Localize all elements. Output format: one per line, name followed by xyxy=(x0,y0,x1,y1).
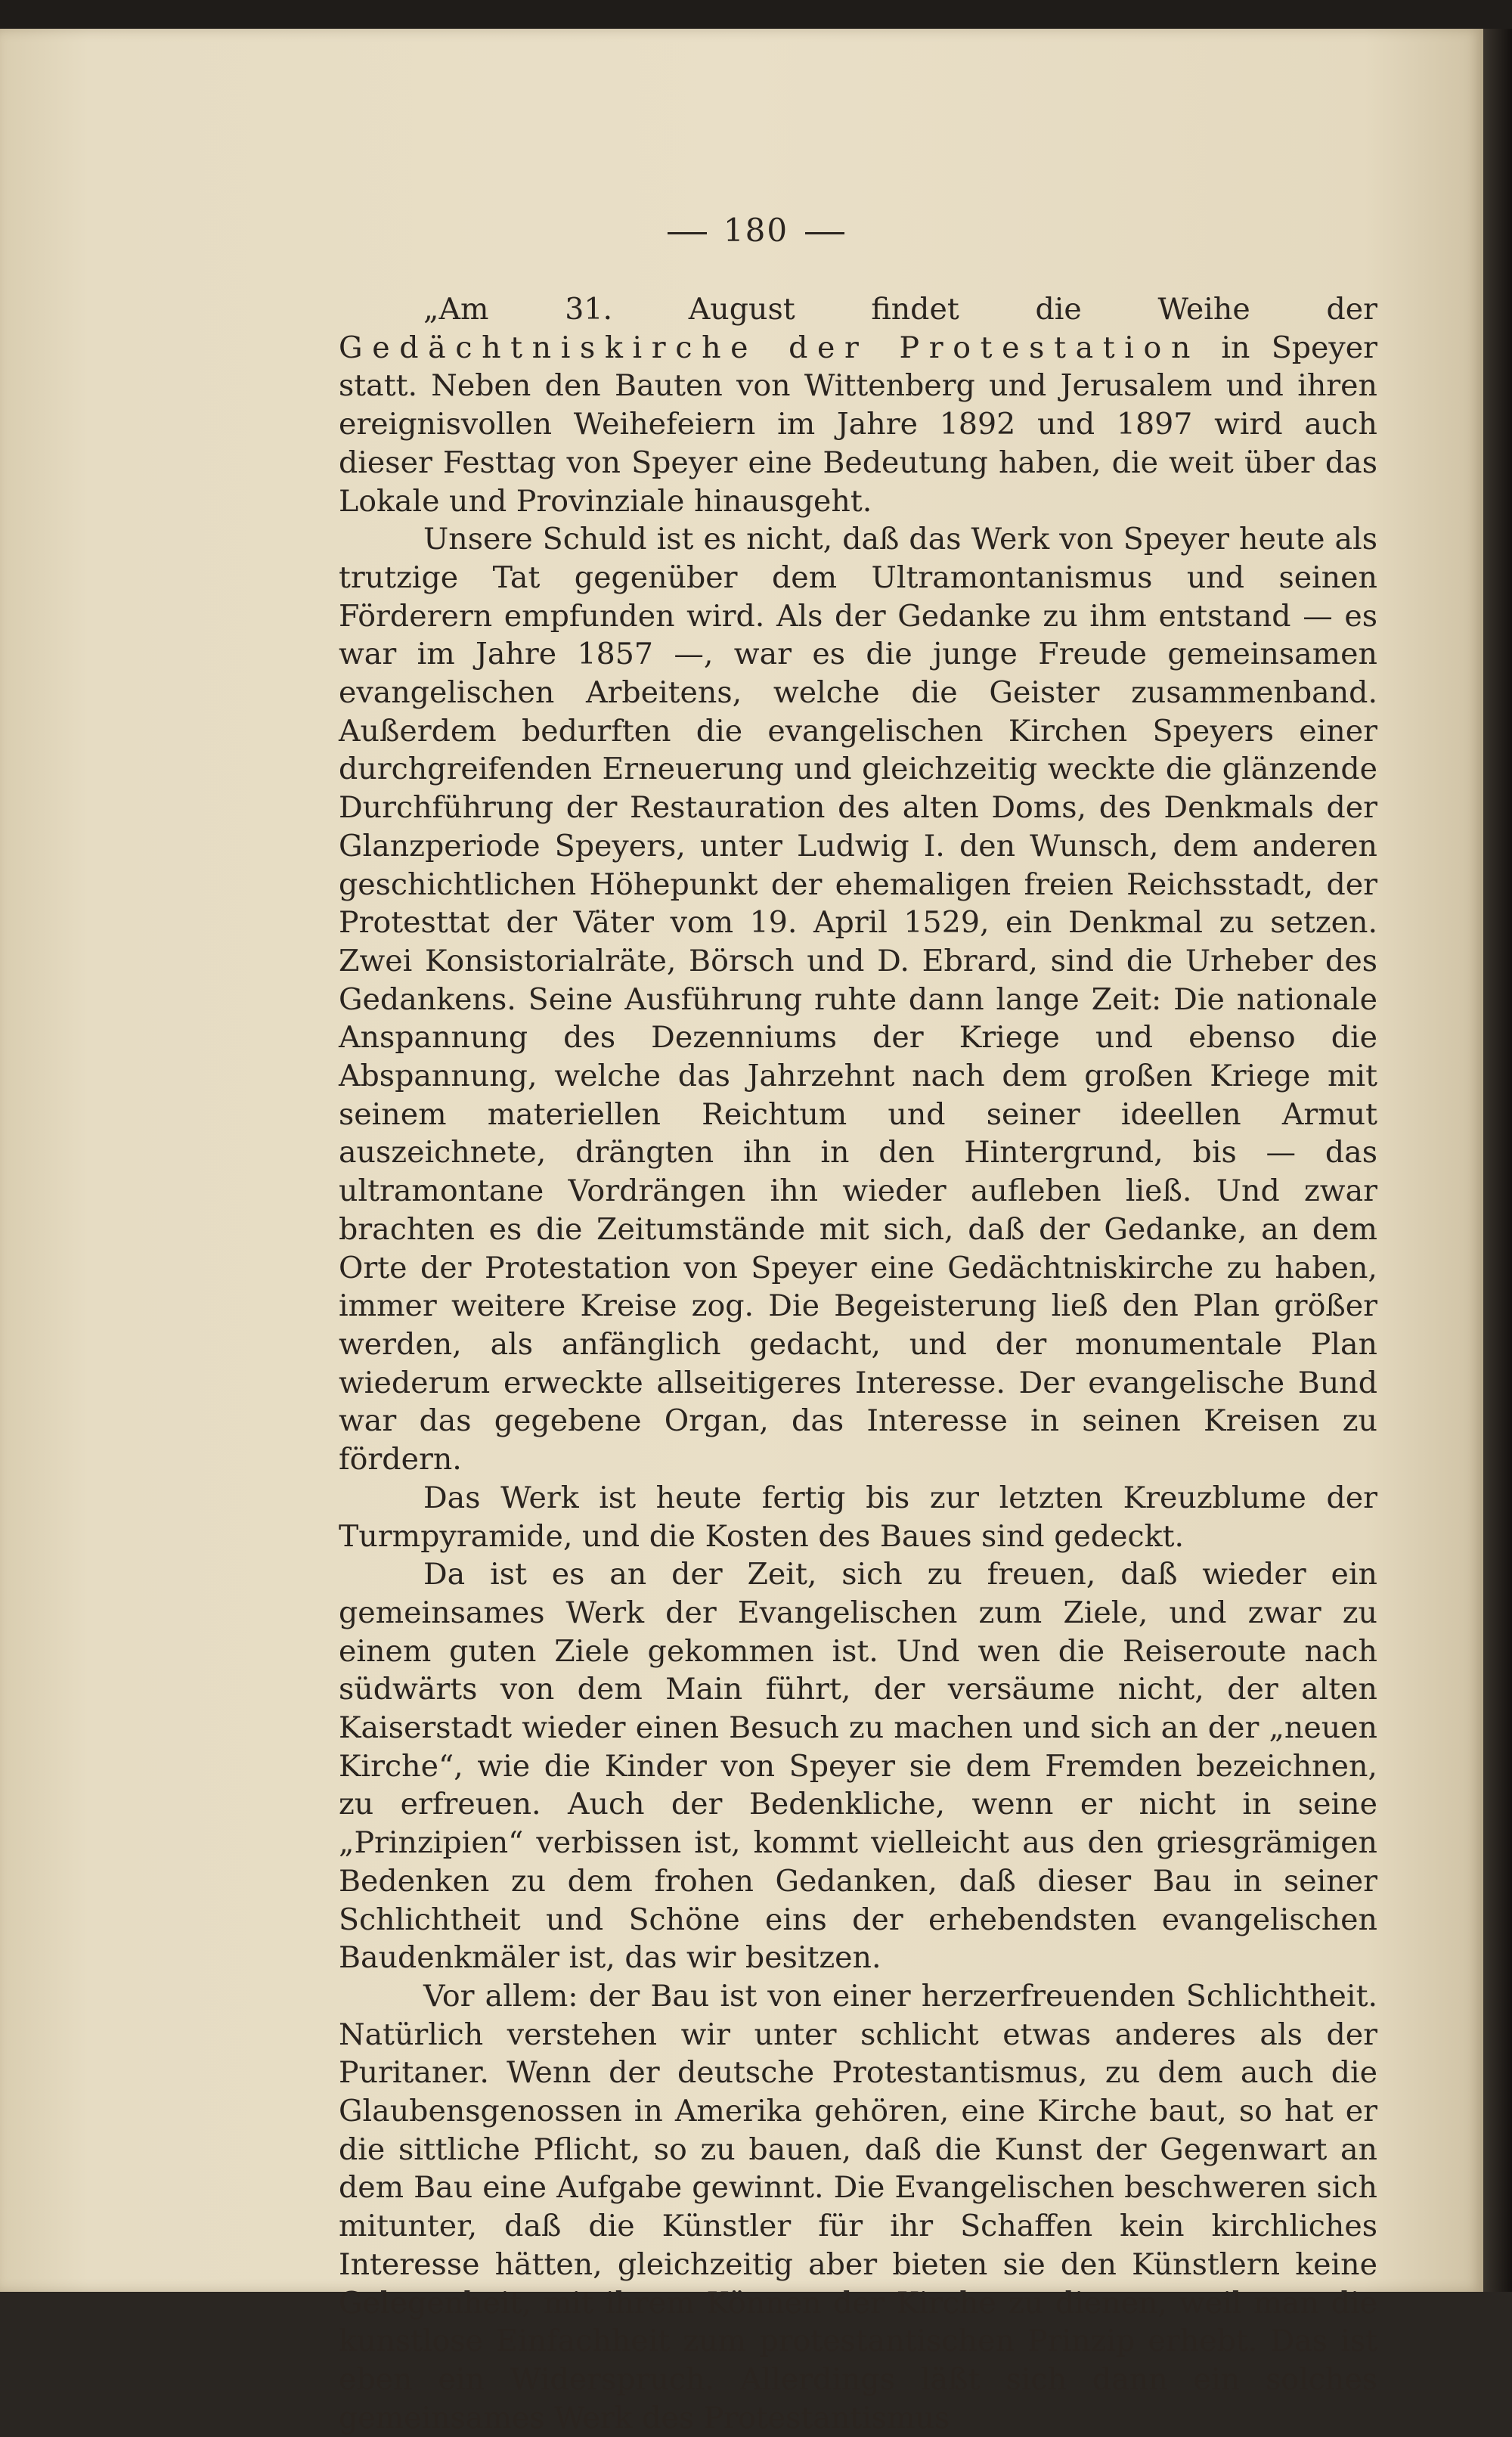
paragraph: Da ist es an der Zeit, sich zu freuen, daß wieder ein gemeinsames Werk der Evangelischen zum Ziele, und zwar zu einem guten Ziele gekommen ist. Und wen die Reiseroute nach südwärts von dem Main führt, der versäume nicht, der alten Kaiserstadt wieder einen Besuch zu machen und sich an der „neuen Kirche“, wie die Kinder von Speyer sie dem Fremden bezeichnen, zu erfreuen. Auch der Bedenkliche, wenn er nicht in seine „Prinzipien“ verbissen ist, kommt vielleicht aus den griesgrämigen Bedenken zu dem frohen Gedanken, daß dieser Bau in seiner Schlichtheit und Schöne eins der erhebendsten evangelischen Baudenkmäler ist, das wir besitzen. xyxy=(339,1557,1377,1976)
page-edge xyxy=(1483,29,1512,2292)
body-text xyxy=(339,290,1377,2437)
paragraph: Das Werk ist heute fertig bis zur letzten Kreuzblume der Turmpyramide, und die Kosten des Baues sind gedeckt. xyxy=(339,1480,1377,1554)
paragraph: Unsere Schuld ist es nicht, daß das Werk von Speyer heute als trutzige Tat gegenüber dem Ultramontanismus und seinen Förderern empfunden wird. Als der Gedanke zu ihm entstand — es war im Jahre 1857 —, war es die junge Freude gemeinsamen evangelischen Arbeitens, welche die Geister zusammenband. Außerdem bedurften die evangelischen Kirchen Speyers einer durchgreifenden Erneuerung und gleichzeitig weckte die glänzende Durchführung der Restauration des alten Doms, des Denkmals der Glanzperiode Speyers, unter Ludwig I. den Wunsch, dem anderen geschichtlichen Höhepunkt der ehemaligen freien Reichsstadt, der Protesttat der Väter vom 19. April 1529, ein Denkmal zu setzen. Zwei Konsistorialräte, Börsch und D. Ebrard, sind die Urheber des Gedankens. Seine Ausführung ruhte dann lange Zeit: Die nationale Anspannung des Dezenniums der Kriege und ebenso die Abspannung, welche das Jahrzehnt nach dem großen Kriege mit seinem materiellen Reichtum und seiner ideellen Armut auszeichnete, drängten ihn in den Hintergrund, bis — das ultramontane Vordrängen ihn wieder aufleben ließ. Und zwar brachten es die Zeitumstände mit sich, daß der Gedanke, an dem Orte der Protestation von Speyer eine Gedächtniskirche zu haben, immer weitere Kreise zog. Die Begeisterung ließ den Plan größer werden, als anfänglich gedacht, und der monumentale Plan wiederum erweckte allseitigeres Interesse. Der evangelische Bund war das gegebene Organ, das Interesse in seinen Kreisen zu fördern. xyxy=(339,522,1377,1477)
paragraph-text: in Speyer statt. Neben den Bauten von Wittenberg und Jerusalem und ihren ereignisvollen Weihefeiern im Jahre 1892 und 1897 wird auch dieser Festtag von Speyer eine Bedeutung haben, die weit über das Lokale und Provinziale hinausgeht. xyxy=(339,330,1378,519)
header-dash-left xyxy=(668,232,707,234)
paragraph-text: „Am 31. August findet die Weihe der xyxy=(423,292,1377,327)
page-header xyxy=(0,212,1512,249)
paragraph: Vor allem: der Bau ist von einer herzerfreuenden Schlichtheit. Natürlich verstehen wir unter schlicht etwas anderes als der Puritaner. Wenn der deutsche Protestantismus, zu dem auch die Glaubensgenossen in Amerika gehören, eine Kirche baut, so hat er die sittliche Pflicht, so zu bauen, daß die Kunst der Gegenwart an dem Bau eine Aufgabe gewinnt. Die Evangelischen beschweren sich mitunter, daß die Künstler für ihr Schaffen kein kirchliches Interesse hätten, gleichzeitig aber bieten sie den Künstlern keine Gelegenheit, mit ihrem Können der Kirche zu dienen, weil man die kunstlose Einfachheit zum protestantischen Prinzip erhebt. Das ist eben ein Widerspruch. Allerdings läßt sich dann ein solches gemeinsames Werk des Protestantismus xyxy=(339,1978,1377,2435)
page-number: 180 xyxy=(723,212,789,249)
spaced-emphasis: Gedächtniskirche der Protestation xyxy=(339,330,1201,365)
paragraph xyxy=(339,290,1377,520)
header-dash-right xyxy=(805,232,844,234)
